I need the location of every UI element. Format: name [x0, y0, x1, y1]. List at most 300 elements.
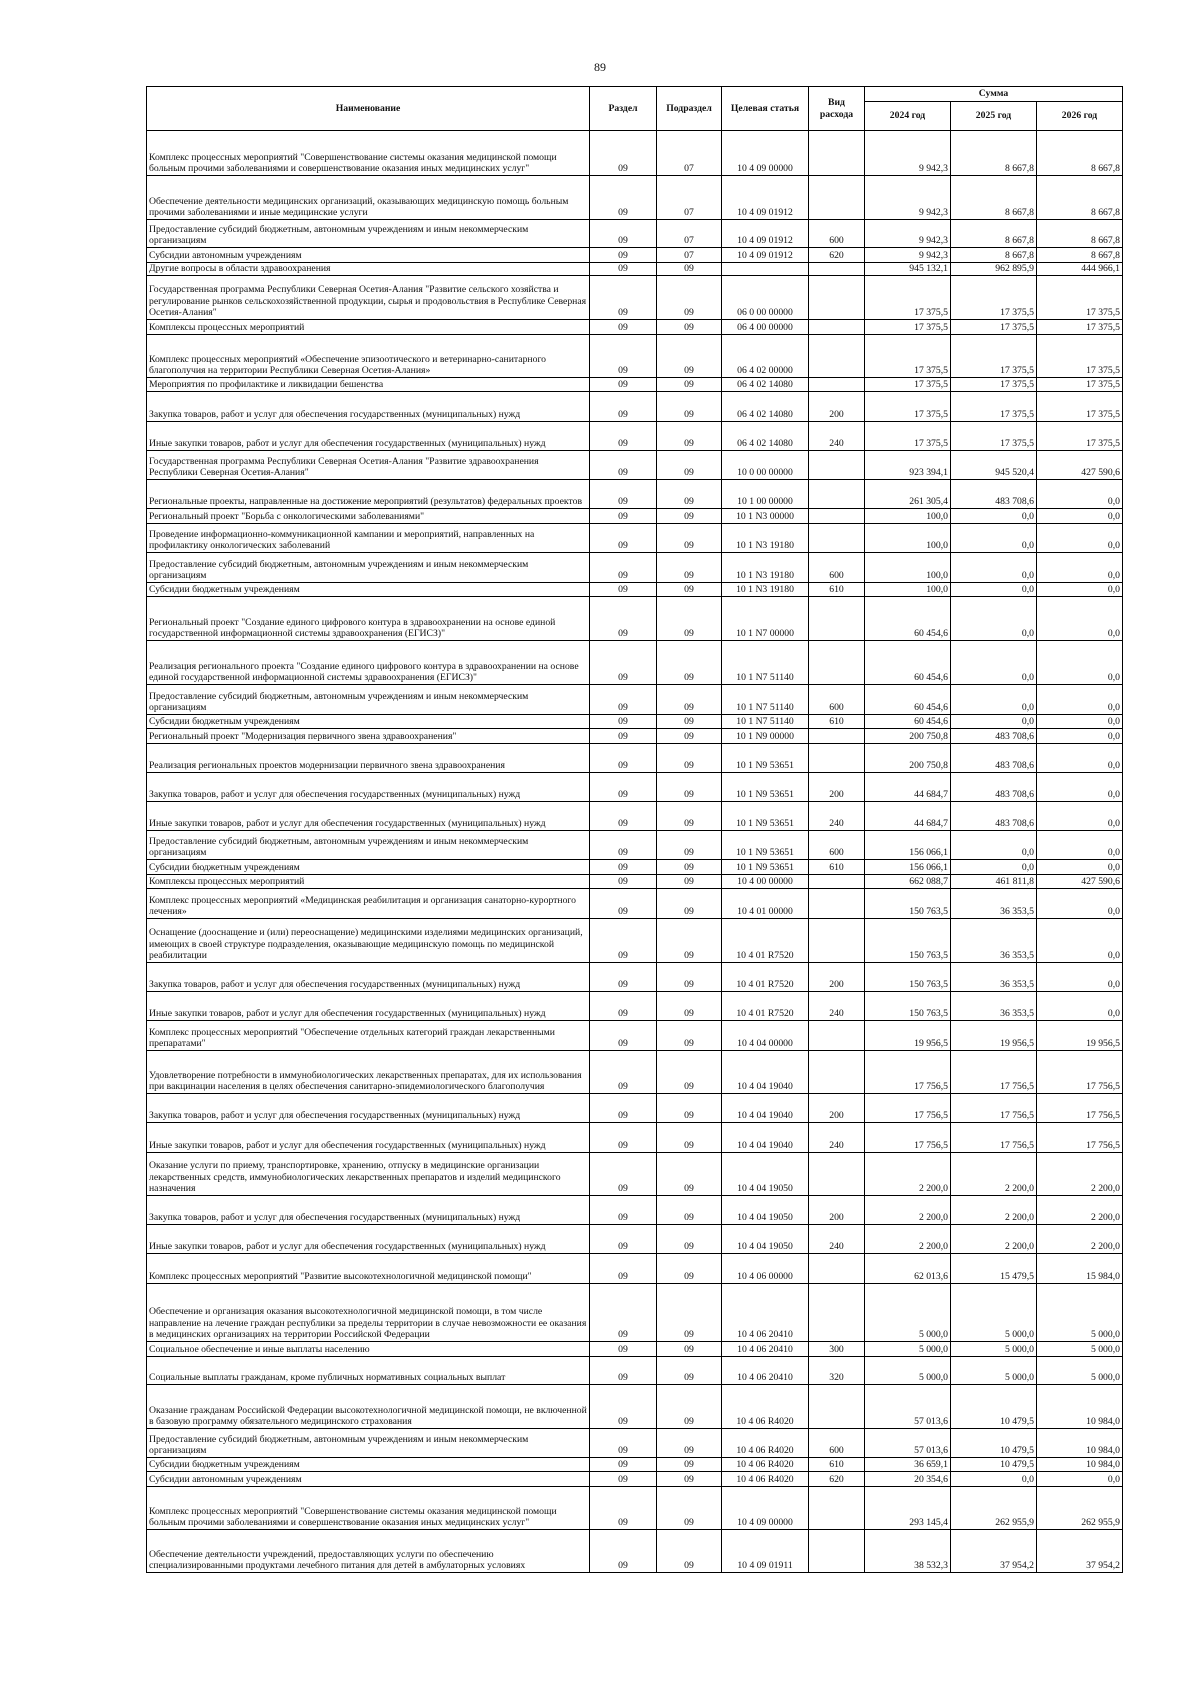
table-row	[147, 1196, 1123, 1225]
cell-razdel: 09	[590, 509, 657, 524]
cell-sum-2026: 17 375,5	[1037, 392, 1123, 422]
cell-sum-2025: 15 479,5	[951, 1254, 1037, 1284]
cell-sum-2025: 36 353,5	[951, 963, 1037, 992]
table-row	[147, 1530, 1123, 1573]
cell-sum-2024: 38 532,3	[865, 1530, 951, 1573]
cell-name: Комплексы процессных мероприятий	[147, 875, 590, 889]
cell-sum-2024: 57 013,6	[865, 1385, 951, 1429]
table-row	[147, 729, 1123, 744]
cell-sum-2024: 60 454,6	[865, 597, 951, 641]
cell-expense-type	[809, 320, 865, 335]
cell-expense-type	[809, 451, 865, 480]
cell-podrazdel: 09	[657, 1487, 722, 1530]
cell-sum-2026: 10 984,0	[1037, 1429, 1123, 1458]
cell-sum-2025: 17 375,5	[951, 378, 1037, 392]
table-row	[147, 1458, 1123, 1472]
cell-podrazdel: 09	[657, 919, 722, 963]
cell-name: Иные закупки товаров, работ и услуг для обеспечения государственных (муниципальных) нужд	[147, 1123, 590, 1153]
cell-expense-type: 610	[809, 1458, 865, 1472]
cell-sum-2025: 483 708,6	[951, 773, 1037, 802]
cell-target-article: 06 4 02 14080	[722, 378, 809, 392]
cell-name: Комплекс процессных мероприятий «Медицинская реабилитация и организация санаторно-курортного лечения»	[147, 889, 590, 919]
cell-podrazdel: 09	[657, 320, 722, 335]
table-body	[147, 131, 1123, 1573]
cell-razdel: 09	[590, 1123, 657, 1153]
cell-sum-2026: 0,0	[1037, 480, 1123, 509]
table-row	[147, 1385, 1123, 1429]
cell-target-article: 10 4 04 19040	[722, 1051, 809, 1094]
cell-podrazdel: 07	[657, 176, 722, 220]
cell-expense-type: 600	[809, 1429, 865, 1458]
cell-sum-2026: 427 590,6	[1037, 451, 1123, 480]
cell-expense-type	[809, 1051, 865, 1094]
cell-razdel: 09	[590, 875, 657, 889]
cell-razdel: 09	[590, 451, 657, 480]
cell-sum-2025: 0,0	[951, 860, 1037, 875]
cell-podrazdel: 09	[657, 1196, 722, 1225]
cell-name: Государственная программа Республики Северная Осетия-Алания "Развитие здравоохранения Республики Северная Осетия-Алания"	[147, 451, 590, 480]
cell-sum-2024: 156 066,1	[865, 860, 951, 875]
cell-razdel: 09	[590, 583, 657, 597]
cell-name: Реализация регионального проекта "Создание единого цифрового контура в здравоохранении на основе единой государственной информационной системы здравоохранения (ЕГИСЗ)"	[147, 641, 590, 685]
cell-podrazdel: 09	[657, 744, 722, 773]
cell-sum-2026: 5 000,0	[1037, 1342, 1123, 1357]
cell-razdel: 09	[590, 1254, 657, 1284]
table-row	[147, 378, 1123, 392]
cell-target-article: 10 0 00 00000	[722, 451, 809, 480]
cell-name: Иные закупки товаров, работ и услуг для обеспечения государственных (муниципальных) нужд	[147, 422, 590, 451]
cell-expense-type: 200	[809, 773, 865, 802]
cell-sum-2025: 0,0	[951, 509, 1037, 524]
cell-sum-2025: 5 000,0	[951, 1342, 1037, 1357]
cell-target-article: 06 4 00 00000	[722, 320, 809, 335]
cell-name: Обеспечение деятельности медицинских организаций, оказывающих медицинскую помощь больным прочими заболеваниями и иные медицинские услуги	[147, 176, 590, 220]
cell-sum-2025: 37 954,2	[951, 1530, 1037, 1573]
cell-razdel: 09	[590, 335, 657, 378]
table-row	[147, 1429, 1123, 1458]
cell-sum-2025: 461 811,8	[951, 875, 1037, 889]
cell-target-article: 10 4 00 00000	[722, 875, 809, 889]
cell-podrazdel: 09	[657, 1385, 722, 1429]
cell-name: Комплекс процессных мероприятий "Совершенствование системы оказания медицинской помощи больным прочими заболеваниями и совершенствование оказания иных медицинских услуг"	[147, 131, 590, 176]
header-name: Наименование	[147, 87, 590, 131]
cell-sum-2025: 5 000,0	[951, 1284, 1037, 1342]
cell-sum-2026: 0,0	[1037, 641, 1123, 685]
cell-podrazdel: 09	[657, 276, 722, 320]
cell-sum-2025: 36 353,5	[951, 919, 1037, 963]
cell-expense-type	[809, 1284, 865, 1342]
cell-razdel: 09	[590, 1385, 657, 1429]
cell-expense-type	[809, 729, 865, 744]
cell-sum-2024: 662 088,7	[865, 875, 951, 889]
cell-target-article: 10 4 06 20410	[722, 1284, 809, 1342]
cell-sum-2025: 0,0	[951, 831, 1037, 860]
cell-expense-type	[809, 744, 865, 773]
cell-podrazdel: 09	[657, 1153, 722, 1196]
cell-sum-2024: 923 394,1	[865, 451, 951, 480]
cell-podrazdel: 09	[657, 1472, 722, 1487]
cell-razdel: 09	[590, 392, 657, 422]
table-row	[147, 131, 1123, 176]
cell-sum-2025: 483 708,6	[951, 729, 1037, 744]
cell-target-article: 10 4 04 00000	[722, 1021, 809, 1051]
cell-target-article: 10 4 04 19050	[722, 1225, 809, 1254]
cell-razdel: 09	[590, 553, 657, 583]
cell-sum-2025: 17 375,5	[951, 276, 1037, 320]
cell-target-article: 10 4 01 R7520	[722, 919, 809, 963]
cell-expense-type: 600	[809, 685, 865, 715]
cell-razdel: 09	[590, 1153, 657, 1196]
cell-razdel: 09	[590, 220, 657, 248]
budget-table	[146, 86, 1123, 1573]
table-row	[147, 1487, 1123, 1530]
cell-sum-2025: 483 708,6	[951, 480, 1037, 509]
cell-target-article: 06 0 00 00000	[722, 276, 809, 320]
table-row	[147, 524, 1123, 553]
cell-target-article: 10 4 06 R4020	[722, 1472, 809, 1487]
cell-sum-2025: 17 756,5	[951, 1051, 1037, 1094]
cell-name: Закупка товаров, работ и услуг для обеспечения государственных (муниципальных) нужд	[147, 1094, 590, 1123]
cell-sum-2025: 0,0	[951, 583, 1037, 597]
cell-sum-2024: 60 454,6	[865, 685, 951, 715]
cell-sum-2025: 962 895,9	[951, 263, 1037, 276]
cell-sum-2026: 17 756,5	[1037, 1123, 1123, 1153]
cell-sum-2026: 10 984,0	[1037, 1385, 1123, 1429]
table-row	[147, 451, 1123, 480]
cell-sum-2024: 100,0	[865, 509, 951, 524]
cell-podrazdel: 09	[657, 875, 722, 889]
cell-sum-2026: 0,0	[1037, 802, 1123, 831]
cell-expense-type	[809, 889, 865, 919]
cell-podrazdel: 09	[657, 263, 722, 276]
cell-sum-2026: 0,0	[1037, 524, 1123, 553]
cell-sum-2024: 200 750,8	[865, 744, 951, 773]
table-row	[147, 248, 1123, 263]
cell-sum-2024: 5 000,0	[865, 1357, 951, 1385]
cell-sum-2026: 0,0	[1037, 963, 1123, 992]
cell-expense-type: 300	[809, 1342, 865, 1357]
cell-sum-2026: 2 200,0	[1037, 1225, 1123, 1254]
cell-name: Проведение информационно-коммуникационной кампании и мероприятий, направленных на профилактику онкологических заболеваний	[147, 524, 590, 553]
table-row	[147, 320, 1123, 335]
cell-razdel: 09	[590, 963, 657, 992]
cell-expense-type	[809, 875, 865, 889]
cell-sum-2025: 17 756,5	[951, 1123, 1037, 1153]
cell-name: Субсидии бюджетным учреждениям	[147, 860, 590, 875]
cell-name: Обеспечение деятельности учреждений, предоставляющих услуги по обеспечению специализированными продуктами лечебного питания для детей в амбулаторных условиях	[147, 1530, 590, 1573]
cell-sum-2024: 945 132,1	[865, 263, 951, 276]
cell-target-article: 10 4 09 01912	[722, 248, 809, 263]
cell-name: Иные закупки товаров, работ и услуг для обеспечения государственных (муниципальных) нужд	[147, 802, 590, 831]
cell-podrazdel: 09	[657, 480, 722, 509]
cell-expense-type	[809, 1530, 865, 1573]
cell-target-article: 10 4 09 00000	[722, 1487, 809, 1530]
cell-target-article: 10 4 06 R4020	[722, 1385, 809, 1429]
cell-target-article: 06 4 02 14080	[722, 392, 809, 422]
cell-podrazdel: 09	[657, 773, 722, 802]
cell-target-article: 10 1 N3 19180	[722, 524, 809, 553]
cell-sum-2024: 200 750,8	[865, 729, 951, 744]
cell-expense-type: 240	[809, 992, 865, 1021]
cell-sum-2026: 444 966,1	[1037, 263, 1123, 276]
cell-target-article: 10 4 09 01912	[722, 176, 809, 220]
table-row	[147, 1472, 1123, 1487]
table-row	[147, 802, 1123, 831]
cell-podrazdel: 09	[657, 392, 722, 422]
table-row	[147, 875, 1123, 889]
cell-sum-2026: 0,0	[1037, 729, 1123, 744]
cell-razdel: 09	[590, 1530, 657, 1573]
cell-podrazdel: 09	[657, 1123, 722, 1153]
cell-expense-type: 200	[809, 1094, 865, 1123]
cell-name: Иные закупки товаров, работ и услуг для обеспечения государственных (муниципальных) нужд	[147, 1225, 590, 1254]
cell-name: Закупка товаров, работ и услуг для обеспечения государственных (муниципальных) нужд	[147, 1196, 590, 1225]
cell-expense-type: 240	[809, 422, 865, 451]
cell-sum-2025: 0,0	[951, 715, 1037, 729]
cell-sum-2024: 5 000,0	[865, 1342, 951, 1357]
cell-sum-2025: 8 667,8	[951, 176, 1037, 220]
cell-target-article: 10 4 04 19040	[722, 1123, 809, 1153]
cell-expense-type	[809, 597, 865, 641]
cell-expense-type	[809, 176, 865, 220]
cell-name: Субсидии бюджетным учреждениям	[147, 1458, 590, 1472]
cell-sum-2024: 17 756,5	[865, 1051, 951, 1094]
cell-sum-2025: 17 375,5	[951, 320, 1037, 335]
cell-razdel: 09	[590, 641, 657, 685]
cell-sum-2026: 19 956,5	[1037, 1021, 1123, 1051]
table-row	[147, 583, 1123, 597]
cell-sum-2024: 2 200,0	[865, 1225, 951, 1254]
cell-razdel: 09	[590, 773, 657, 802]
cell-sum-2026: 8 667,8	[1037, 176, 1123, 220]
cell-target-article: 10 1 00 00000	[722, 480, 809, 509]
table-row	[147, 1051, 1123, 1094]
cell-sum-2024: 9 942,3	[865, 220, 951, 248]
cell-podrazdel: 09	[657, 1342, 722, 1357]
cell-sum-2026: 37 954,2	[1037, 1530, 1123, 1573]
cell-podrazdel: 09	[657, 802, 722, 831]
table-row	[147, 1284, 1123, 1342]
cell-podrazdel: 09	[657, 685, 722, 715]
cell-expense-type	[809, 641, 865, 685]
cell-sum-2025: 2 200,0	[951, 1153, 1037, 1196]
cell-sum-2025: 17 375,5	[951, 422, 1037, 451]
cell-name: Закупка товаров, работ и услуг для обеспечения государственных (муниципальных) нужд	[147, 392, 590, 422]
cell-name: Другие вопросы в области здравоохранения	[147, 263, 590, 276]
cell-sum-2024: 293 145,4	[865, 1487, 951, 1530]
cell-sum-2025: 8 667,8	[951, 248, 1037, 263]
cell-podrazdel: 09	[657, 1429, 722, 1458]
cell-target-article: 10 4 06 20410	[722, 1357, 809, 1385]
cell-expense-type	[809, 919, 865, 963]
cell-podrazdel: 09	[657, 715, 722, 729]
cell-razdel: 09	[590, 480, 657, 509]
cell-name: Комплексы процессных мероприятий	[147, 320, 590, 335]
cell-name: Субсидии бюджетным учреждениям	[147, 583, 590, 597]
cell-sum-2025: 8 667,8	[951, 131, 1037, 176]
table-row	[147, 509, 1123, 524]
cell-expense-type	[809, 1254, 865, 1284]
cell-razdel: 09	[590, 1429, 657, 1458]
cell-name: Государственная программа Республики Северная Осетия-Алания "Развитие сельского хозяйства и регулирование рынков сельскохозяйственной продукции, сырья и продовольствия в Республике Северная Осетия-Алания"	[147, 276, 590, 320]
cell-razdel: 09	[590, 992, 657, 1021]
cell-podrazdel: 07	[657, 220, 722, 248]
table-row	[147, 1357, 1123, 1385]
cell-sum-2026: 15 984,0	[1037, 1254, 1123, 1284]
cell-podrazdel: 07	[657, 248, 722, 263]
cell-expense-type	[809, 335, 865, 378]
cell-target-article: 10 4 06 20410	[722, 1342, 809, 1357]
cell-target-article: 10 1 N3 00000	[722, 509, 809, 524]
cell-podrazdel: 09	[657, 729, 722, 744]
cell-sum-2025: 10 479,5	[951, 1458, 1037, 1472]
cell-target-article	[722, 263, 809, 276]
cell-sum-2024: 100,0	[865, 524, 951, 553]
cell-sum-2025: 262 955,9	[951, 1487, 1037, 1530]
cell-podrazdel: 09	[657, 335, 722, 378]
cell-sum-2024: 150 763,5	[865, 919, 951, 963]
cell-target-article: 10 1 N7 51140	[722, 641, 809, 685]
cell-sum-2026: 17 375,5	[1037, 276, 1123, 320]
cell-name: Закупка товаров, работ и услуг для обеспечения государственных (муниципальных) нужд	[147, 773, 590, 802]
cell-razdel: 09	[590, 1021, 657, 1051]
cell-name: Региональный проект "Борьба с онкологическими заболеваниями"	[147, 509, 590, 524]
cell-expense-type: 600	[809, 553, 865, 583]
cell-sum-2025: 36 353,5	[951, 992, 1037, 1021]
cell-sum-2026: 2 200,0	[1037, 1153, 1123, 1196]
table-row	[147, 831, 1123, 860]
cell-name: Предоставление субсидий бюджетным, автономным учреждениям и иным некоммерческим организациям	[147, 1429, 590, 1458]
cell-sum-2026: 0,0	[1037, 1472, 1123, 1487]
table-row	[147, 744, 1123, 773]
cell-target-article: 10 4 01 00000	[722, 889, 809, 919]
cell-expense-type: 200	[809, 963, 865, 992]
cell-expense-type: 610	[809, 860, 865, 875]
cell-podrazdel: 09	[657, 860, 722, 875]
table-row	[147, 773, 1123, 802]
cell-razdel: 09	[590, 1225, 657, 1254]
cell-sum-2025: 2 200,0	[951, 1225, 1037, 1254]
table-row	[147, 335, 1123, 378]
table-row	[147, 860, 1123, 875]
cell-target-article: 10 1 N7 00000	[722, 597, 809, 641]
cell-razdel: 09	[590, 1342, 657, 1357]
cell-razdel: 09	[590, 276, 657, 320]
cell-razdel: 09	[590, 1094, 657, 1123]
cell-sum-2024: 19 956,5	[865, 1021, 951, 1051]
cell-sum-2026: 0,0	[1037, 744, 1123, 773]
cell-target-article: 10 4 04 19050	[722, 1196, 809, 1225]
cell-sum-2024: 60 454,6	[865, 641, 951, 685]
cell-razdel: 09	[590, 1458, 657, 1472]
cell-name: Субсидии автономным учреждениям	[147, 248, 590, 263]
cell-sum-2026: 0,0	[1037, 553, 1123, 583]
cell-razdel: 09	[590, 422, 657, 451]
header-expense-type: Вид расхода	[809, 87, 865, 131]
cell-sum-2026: 262 955,9	[1037, 1487, 1123, 1530]
cell-expense-type: 320	[809, 1357, 865, 1385]
cell-razdel: 09	[590, 729, 657, 744]
cell-podrazdel: 09	[657, 1530, 722, 1573]
cell-razdel: 09	[590, 597, 657, 641]
cell-target-article: 10 4 06 R4020	[722, 1429, 809, 1458]
cell-target-article: 10 1 N7 51140	[722, 715, 809, 729]
cell-sum-2025: 17 375,5	[951, 392, 1037, 422]
cell-razdel: 09	[590, 378, 657, 392]
cell-expense-type: 610	[809, 583, 865, 597]
cell-sum-2025: 0,0	[951, 685, 1037, 715]
cell-sum-2026: 17 375,5	[1037, 320, 1123, 335]
cell-expense-type	[809, 378, 865, 392]
cell-sum-2025: 17 756,5	[951, 1094, 1037, 1123]
cell-sum-2024: 100,0	[865, 583, 951, 597]
cell-podrazdel: 09	[657, 831, 722, 860]
cell-sum-2024: 150 763,5	[865, 889, 951, 919]
table-row	[147, 1254, 1123, 1284]
cell-podrazdel: 07	[657, 131, 722, 176]
cell-expense-type: 610	[809, 715, 865, 729]
cell-sum-2026: 8 667,8	[1037, 131, 1123, 176]
cell-sum-2026: 0,0	[1037, 860, 1123, 875]
cell-podrazdel: 09	[657, 1458, 722, 1472]
cell-sum-2024: 2 200,0	[865, 1153, 951, 1196]
cell-expense-type	[809, 1153, 865, 1196]
cell-razdel: 09	[590, 1051, 657, 1094]
cell-sum-2025: 0,0	[951, 524, 1037, 553]
table-row	[147, 992, 1123, 1021]
cell-sum-2024: 17 375,5	[865, 320, 951, 335]
cell-sum-2024: 17 756,5	[865, 1123, 951, 1153]
cell-razdel: 09	[590, 1357, 657, 1385]
table-row	[147, 1342, 1123, 1357]
cell-target-article: 10 1 N7 51140	[722, 685, 809, 715]
cell-sum-2025: 483 708,6	[951, 744, 1037, 773]
cell-razdel: 09	[590, 802, 657, 831]
cell-name: Комплекс процессных мероприятий «Обеспечение эпизоотического и ветеринарно-санитарного благополучия на территории Республики Северная Осетия-Алания»	[147, 335, 590, 378]
cell-sum-2026: 0,0	[1037, 992, 1123, 1021]
cell-razdel: 09	[590, 1196, 657, 1225]
cell-name: Предоставление субсидий бюджетным, автономным учреждениям и иным некоммерческим организациям	[147, 685, 590, 715]
table-header	[147, 87, 1123, 131]
cell-name: Оказание гражданам Российской Федерации высокотехнологичной медицинской помощи, не включенной в базовую программу обязательного медицинского страхования	[147, 1385, 590, 1429]
cell-sum-2025: 0,0	[951, 597, 1037, 641]
table-row	[147, 1123, 1123, 1153]
table-row	[147, 597, 1123, 641]
cell-razdel: 09	[590, 1472, 657, 1487]
cell-podrazdel: 09	[657, 597, 722, 641]
cell-sum-2024: 9 942,3	[865, 176, 951, 220]
cell-name: Мероприятия по профилактике и ликвидации бешенства	[147, 378, 590, 392]
table-row	[147, 715, 1123, 729]
cell-sum-2024: 156 066,1	[865, 831, 951, 860]
table-row	[147, 553, 1123, 583]
cell-target-article: 10 4 09 01911	[722, 1530, 809, 1573]
cell-name: Предоставление субсидий бюджетным, автономным учреждениям и иным некоммерческим организациям	[147, 553, 590, 583]
cell-sum-2026: 17 375,5	[1037, 378, 1123, 392]
cell-sum-2025: 945 520,4	[951, 451, 1037, 480]
cell-sum-2025: 17 375,5	[951, 335, 1037, 378]
cell-podrazdel: 09	[657, 451, 722, 480]
cell-sum-2025: 0,0	[951, 641, 1037, 685]
cell-sum-2024: 9 942,3	[865, 131, 951, 176]
header-target-article: Целевая статья	[722, 87, 809, 131]
cell-sum-2026: 17 375,5	[1037, 335, 1123, 378]
table-row	[147, 1225, 1123, 1254]
cell-name: Региональный проект "Модернизация первичного звена здравоохранения"	[147, 729, 590, 744]
cell-sum-2024: 17 375,5	[865, 392, 951, 422]
cell-sum-2024: 2 200,0	[865, 1196, 951, 1225]
cell-target-article: 10 4 04 19050	[722, 1153, 809, 1196]
